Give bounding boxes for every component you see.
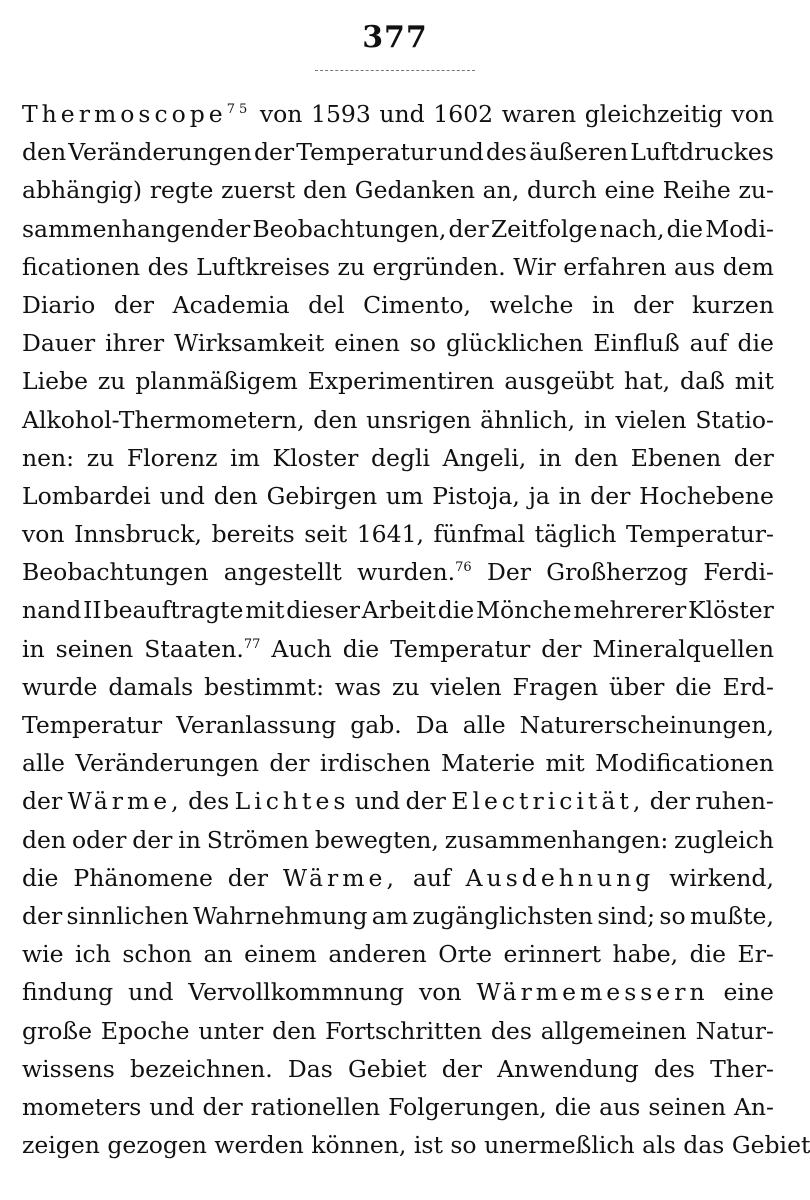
- word: mit: [734, 367, 774, 396]
- word: Experimentiren: [307, 367, 495, 396]
- word: von: [731, 100, 774, 128]
- word: mußte,: [690, 901, 774, 930]
- word: wie: [22, 940, 64, 969]
- text-line: [22, 782, 774, 820]
- word: sammenhangender: [22, 214, 251, 243]
- word: Temperatur: [390, 634, 531, 663]
- word: bezeichnen.: [130, 1054, 273, 1083]
- word: der: [132, 825, 173, 854]
- word: die: [437, 596, 475, 625]
- word: bewegten,: [314, 825, 439, 854]
- word: oder: [71, 825, 127, 854]
- word: ficationen: [22, 252, 141, 281]
- word: Zeitfolge: [490, 214, 598, 243]
- word: so: [409, 329, 437, 358]
- word: Luftdruckes: [630, 138, 774, 167]
- word: zusammenhangen:: [444, 825, 669, 854]
- word: planmäßigem: [135, 367, 298, 396]
- word: Wärme,: [67, 787, 183, 816]
- word: der: [448, 214, 489, 243]
- word: den: [272, 1016, 317, 1045]
- word: äußeren: [529, 138, 629, 167]
- word: Academia: [172, 290, 290, 319]
- word: eine: [723, 978, 774, 1007]
- word: Fragen: [512, 672, 599, 701]
- word: Natur-: [695, 1016, 774, 1045]
- text-line: [22, 324, 774, 362]
- word: ja: [528, 481, 550, 510]
- word: Gebiet: [348, 1054, 427, 1083]
- footnote-mark: 76: [455, 560, 472, 576]
- text-line: [22, 1088, 774, 1126]
- word: der: [649, 787, 690, 816]
- word: angestellt: [223, 558, 342, 587]
- word: unsrigen: [366, 405, 472, 434]
- word: Arbeit: [361, 596, 436, 625]
- word: zugänglichsten: [412, 901, 594, 930]
- word: schon: [122, 940, 192, 969]
- word: der: [633, 290, 674, 319]
- text-line: [22, 95, 774, 133]
- word: Wärmemessern: [476, 978, 709, 1007]
- word: gleichzeitig: [584, 100, 723, 128]
- word: dem: [722, 252, 774, 281]
- word: Wahrnehmung: [193, 901, 368, 930]
- word: ich: [75, 940, 111, 969]
- word: Anwendung: [497, 1054, 639, 1083]
- word: Wirksamkeit: [174, 329, 325, 358]
- text-line: [22, 553, 774, 591]
- word: von: [22, 520, 65, 549]
- word: Fortschritten: [325, 1016, 482, 1045]
- word: Ebenen: [630, 443, 722, 472]
- word: das: [683, 1131, 732, 1160]
- word: Auch: [271, 634, 332, 663]
- word: hat,: [624, 367, 671, 396]
- word: alle: [462, 711, 506, 739]
- word: habe,: [612, 940, 679, 969]
- word: sinnlichen: [66, 901, 189, 930]
- word: Kloster: [272, 443, 359, 472]
- word: alle: [22, 749, 65, 778]
- text-line: [22, 515, 774, 553]
- word: mit: [245, 596, 285, 625]
- word: Klöster: [688, 596, 774, 625]
- word: Thermoscope$^{75}$: [22, 100, 252, 128]
- text-line: [22, 133, 774, 171]
- word: Mönche: [476, 596, 572, 625]
- word: Der: [487, 558, 531, 587]
- text-line: [22, 973, 774, 1011]
- word: wurde: [22, 672, 98, 701]
- word: Er-: [737, 940, 774, 969]
- footnote-mark: 75: [226, 102, 252, 117]
- word: unermeßlich: [484, 1131, 643, 1160]
- word: findung: [22, 978, 114, 1007]
- word: 1593: [311, 100, 371, 128]
- word: in: [558, 481, 582, 510]
- word: der: [441, 1054, 482, 1083]
- word: große: [22, 1016, 93, 1045]
- word: irdischen: [319, 749, 431, 778]
- word: erinnert: [503, 940, 602, 969]
- word: mit: [545, 749, 585, 778]
- word: Vervollkommnung: [188, 978, 405, 1007]
- word: Gebiet: [731, 1131, 810, 1160]
- word: von: [419, 978, 462, 1007]
- word: gezogen: [107, 1131, 215, 1160]
- word: einen: [334, 329, 400, 358]
- word: Ther-: [710, 1054, 774, 1083]
- word: Ausdehnung: [465, 863, 655, 892]
- word: beauftragte: [103, 596, 244, 625]
- word: Gedanken: [354, 176, 475, 205]
- word: damals: [108, 672, 194, 701]
- word: rationellen: [250, 1092, 381, 1121]
- word: Gebirgen: [266, 481, 378, 510]
- word: zu: [337, 252, 365, 281]
- word: in: [178, 825, 201, 854]
- word: am: [371, 901, 409, 930]
- word: die: [689, 940, 727, 969]
- word: und: [159, 481, 205, 510]
- word: II: [83, 596, 102, 625]
- word: der: [22, 787, 63, 816]
- word: Phänomene: [73, 863, 213, 892]
- word: Modi-: [705, 214, 774, 243]
- text-line: [22, 744, 774, 782]
- word: in: [22, 634, 45, 663]
- word: die: [22, 863, 59, 892]
- word: wirkend,: [669, 863, 774, 892]
- word: der: [269, 749, 310, 778]
- word: nen:: [22, 443, 75, 472]
- word: Florenz: [126, 443, 218, 472]
- word: Beobachtungen,: [252, 214, 447, 243]
- word: Mineralquellen: [592, 634, 774, 663]
- word: der: [113, 290, 155, 319]
- word: zeigen: [22, 1131, 108, 1160]
- footnote-mark: 77: [243, 636, 261, 652]
- word: regte: [149, 176, 214, 205]
- word: daß: [680, 367, 725, 396]
- text-line: [22, 286, 774, 324]
- text-line: [22, 477, 774, 515]
- word: seit: [304, 520, 348, 549]
- word: der: [253, 138, 295, 167]
- word: den: [302, 176, 348, 205]
- word: vielen: [615, 405, 687, 434]
- word: ist: [413, 1131, 451, 1160]
- word: degli: [371, 443, 431, 472]
- word: Folgerungen,: [388, 1092, 547, 1121]
- word: als: [642, 1131, 684, 1160]
- word: der: [405, 787, 446, 816]
- word: auf: [689, 329, 728, 358]
- word: durch: [527, 176, 597, 205]
- word: Temperatur-: [625, 520, 774, 549]
- word: den: [213, 481, 258, 510]
- word: ausgeübt: [504, 367, 615, 396]
- text-line: [22, 171, 774, 209]
- text-line: [22, 439, 774, 477]
- text-line: [22, 1012, 774, 1050]
- word: die: [666, 214, 704, 243]
- word: sind;: [597, 901, 656, 930]
- word: 1602: [433, 100, 494, 128]
- word: nach,: [599, 214, 665, 243]
- word: so: [450, 1131, 485, 1160]
- word: dieser: [286, 596, 360, 625]
- word: abhängig): [22, 176, 143, 205]
- word: eine: [604, 176, 655, 205]
- text-line: [22, 897, 774, 935]
- word: An-: [733, 1092, 774, 1121]
- word: Dauer: [22, 329, 96, 358]
- word: die: [342, 634, 380, 663]
- word: 1641,: [356, 520, 424, 549]
- text-line: [22, 401, 774, 439]
- word: Beobachtungen: [22, 558, 209, 587]
- word: mometers: [22, 1092, 142, 1121]
- word: was: [334, 672, 382, 701]
- word: Cimento,: [363, 290, 472, 319]
- word: Electricität,: [451, 787, 645, 816]
- word: seinen: [55, 634, 134, 663]
- word: aus: [674, 252, 716, 281]
- word: der: [202, 1092, 243, 1121]
- word: zu: [391, 672, 420, 701]
- word: waren: [501, 100, 577, 128]
- word: Lichtes: [234, 787, 350, 816]
- word: um: [385, 481, 424, 510]
- word: Veranlassung: [176, 711, 337, 739]
- word: bestimmt:: [204, 672, 325, 701]
- word: die: [737, 329, 774, 358]
- word: Innsbruck,: [74, 520, 203, 549]
- word: des: [188, 787, 230, 816]
- word: den: [313, 405, 358, 434]
- text-line: [22, 706, 774, 744]
- word: Temperatur: [22, 711, 163, 739]
- word: der: [22, 901, 63, 930]
- word: der: [733, 443, 774, 472]
- word: Luftkreises: [196, 252, 330, 281]
- word: Veränderungen: [68, 138, 252, 167]
- word: zu: [86, 443, 115, 472]
- word: und: [354, 787, 401, 816]
- text-line: [22, 668, 774, 706]
- word: zu-: [738, 176, 774, 205]
- word: Epoche: [100, 1016, 190, 1045]
- word: Modificationen: [595, 749, 774, 778]
- text-line: [22, 821, 774, 859]
- word: so: [659, 901, 686, 930]
- word: in: [591, 290, 615, 319]
- word: einem: [244, 940, 317, 969]
- word: Wir: [513, 252, 556, 281]
- word: im: [230, 443, 260, 472]
- word: an: [203, 940, 233, 969]
- word: welche: [489, 290, 574, 319]
- word: anderen: [328, 940, 427, 969]
- header-rule: [315, 70, 475, 71]
- word: die: [554, 1092, 592, 1121]
- word: nand: [22, 596, 82, 625]
- text-line: [22, 248, 774, 286]
- word: und: [149, 1092, 195, 1121]
- text-line: [22, 630, 774, 668]
- word: allgemeinen: [540, 1016, 687, 1045]
- word: des: [653, 1054, 695, 1083]
- word: Angeli,: [442, 443, 527, 472]
- word: der: [227, 863, 268, 892]
- word: zugleich: [674, 825, 774, 854]
- word: Großherzog: [546, 558, 688, 587]
- word: die: [675, 672, 712, 701]
- word: Strömen: [206, 825, 310, 854]
- word: Diario: [22, 290, 96, 319]
- word: werden: [214, 1131, 312, 1160]
- word: auf: [412, 863, 451, 892]
- word: vielen: [430, 672, 502, 701]
- word: Liebe: [22, 367, 88, 396]
- text-line: [22, 210, 774, 248]
- word: in: [583, 405, 607, 434]
- word: den: [22, 825, 67, 854]
- word: täglich: [534, 520, 617, 549]
- word: Da: [415, 711, 449, 739]
- word: Staaten.$^{77}$: [144, 634, 261, 663]
- word: ähnlich,: [480, 405, 576, 434]
- word: fünfmal: [433, 520, 526, 549]
- word: der: [590, 481, 631, 510]
- word: Wärme,: [282, 863, 398, 892]
- word: können,: [311, 1131, 414, 1160]
- text-line: [22, 935, 774, 973]
- word: zu: [97, 367, 126, 396]
- word: wissens: [22, 1054, 115, 1083]
- text-line: [22, 591, 774, 629]
- word: Veränderungen: [75, 749, 259, 778]
- word: des: [490, 1016, 532, 1045]
- word: Materie: [441, 749, 536, 778]
- text-line: [22, 1126, 810, 1164]
- text-line: [22, 362, 774, 400]
- word: den: [22, 138, 67, 167]
- word: an,: [482, 176, 520, 205]
- word: des: [147, 252, 189, 281]
- text-line: [22, 1050, 774, 1088]
- word: in: [538, 443, 562, 472]
- word: Lombardei: [22, 481, 151, 510]
- word: und: [379, 100, 425, 128]
- word: von: [259, 100, 303, 128]
- word: kurzen: [691, 290, 774, 319]
- word: ergründen.: [372, 252, 506, 281]
- word: Naturerscheinungen,: [519, 711, 774, 739]
- word: seinen: [648, 1092, 726, 1121]
- word: Erd-: [722, 672, 774, 701]
- word: wurden.$^{76}$: [357, 558, 472, 587]
- word: del: [308, 290, 345, 319]
- body-text: [22, 95, 810, 1164]
- word: bereits: [211, 520, 295, 549]
- word: ruhen-: [695, 787, 774, 816]
- text-line: [22, 859, 774, 897]
- word: ihrer: [105, 329, 165, 358]
- word: Das: [287, 1054, 333, 1083]
- word: Orte: [438, 940, 493, 969]
- word: unter: [198, 1016, 264, 1045]
- word: den: [574, 443, 619, 472]
- word: Temperatur: [296, 138, 437, 167]
- word: Pistoja,: [432, 481, 520, 510]
- word: glücklichen: [445, 329, 584, 358]
- word: Einfluß: [593, 329, 680, 358]
- word: aus: [599, 1092, 641, 1121]
- page-number: 377: [362, 20, 428, 55]
- word: mehrerer: [573, 596, 687, 625]
- word: Hochebene: [639, 481, 774, 510]
- word: Statio-: [695, 405, 774, 434]
- word: Ferdi-: [703, 558, 774, 587]
- word: über: [609, 672, 665, 701]
- word: gab.: [350, 711, 402, 739]
- word: und: [438, 138, 484, 167]
- word: und: [128, 978, 174, 1007]
- word: erfahren: [563, 252, 667, 281]
- word: Alkohol-Thermometern,: [22, 405, 305, 434]
- word: der: [541, 634, 582, 663]
- word: des: [485, 138, 527, 167]
- word: Reihe: [662, 176, 731, 205]
- word: zuerst: [221, 176, 296, 205]
